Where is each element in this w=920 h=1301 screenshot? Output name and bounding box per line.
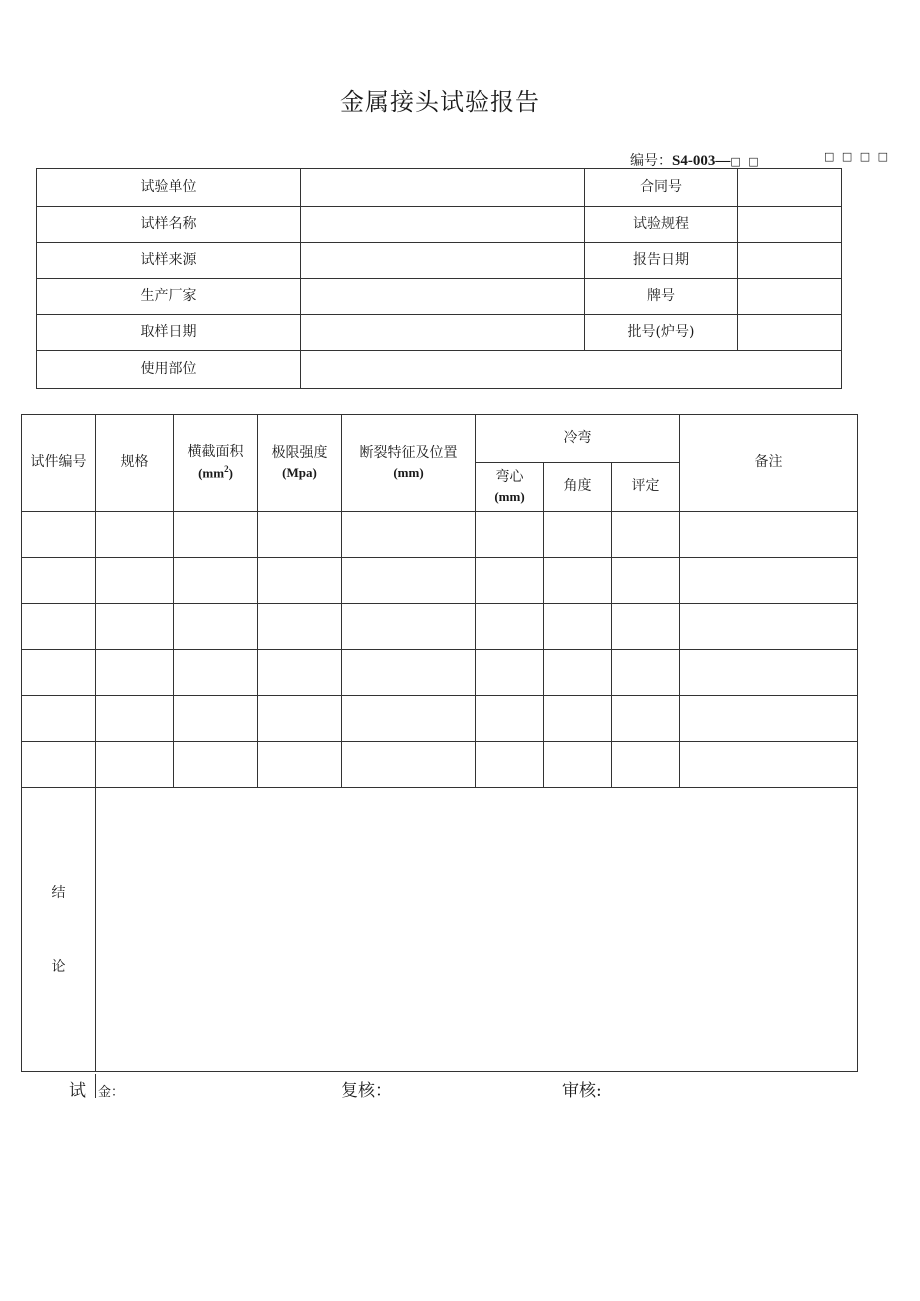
value-sample-name [301, 207, 585, 243]
signature-divider [95, 1074, 96, 1098]
test-data-table [21, 414, 858, 1072]
label-sampling-date: 取样日期 [37, 315, 301, 351]
label-manufacturer: 生产厂家 [37, 279, 301, 315]
header-strength [258, 415, 342, 512]
header-angle: 角度 [544, 463, 612, 512]
header-sample-no: 试件编号 [22, 415, 96, 512]
page-title: 金属接头试验报告 [340, 88, 540, 116]
label-contract-no: 合同号 [585, 169, 738, 207]
header-fracture-label: 断裂特征及位置 [359, 445, 458, 462]
header-remarks: 备注 [680, 415, 858, 512]
tester-label-2: 金： [98, 1085, 125, 1100]
header-fracture-unit: (mm) [393, 464, 424, 480]
doc-no-label: 编号： [630, 153, 672, 169]
header-rating: 评定 [612, 463, 680, 512]
table-row [22, 558, 858, 604]
auditor-label: 审核: [562, 1081, 602, 1101]
header-fracture [342, 415, 476, 512]
conclusion-char-1: 结 [51, 884, 66, 901]
info-table [36, 168, 842, 389]
label-brand: 牌号 [585, 279, 738, 315]
conclusion-content [96, 788, 858, 1072]
reviewer-label: 复核： [341, 1081, 392, 1101]
value-usage-location [301, 351, 842, 389]
document-number [630, 150, 891, 170]
conclusion-char-2: 论 [51, 958, 66, 975]
table-row [22, 512, 858, 558]
doc-no-boxes-2: □ □ □ □ [824, 150, 891, 163]
value-sampling-date [301, 315, 585, 351]
value-brand [738, 279, 842, 315]
value-test-unit [301, 169, 585, 207]
table-row [22, 742, 858, 788]
value-batch-no [738, 315, 842, 351]
doc-no-boxes-1: □ □ [730, 155, 761, 168]
value-sample-source [301, 243, 585, 279]
table-row [22, 604, 858, 650]
header-bend-center [476, 463, 544, 512]
header-area-label: 横截面积 [187, 444, 244, 461]
label-sample-source: 试样来源 [37, 243, 301, 279]
header-bend-center-label: 弯心 [495, 469, 524, 486]
label-report-date: 报告日期 [585, 243, 738, 279]
header-bend-center-unit: (mm) [494, 488, 525, 504]
tester-label-1: 试 [69, 1081, 86, 1101]
value-contract-no [738, 169, 842, 207]
header-cold-bend: 冷弯 [476, 415, 680, 463]
label-test-unit: 试验单位 [37, 169, 301, 207]
value-report-date [738, 243, 842, 279]
value-manufacturer [301, 279, 585, 315]
header-area-unit: $(mm^2)$ [198, 464, 233, 481]
label-batch-no: 批号(炉号) [585, 315, 738, 351]
label-sample-name: 试样名称 [37, 207, 301, 243]
header-strength-unit: (Mpa) [282, 464, 317, 480]
label-usage-location: 使用部位 [37, 351, 301, 389]
value-test-procedure [738, 207, 842, 243]
header-area [174, 415, 258, 512]
label-test-procedure: 试验规程 [585, 207, 738, 243]
header-spec: 规格 [96, 415, 174, 512]
header-strength-label: 极限强度 [271, 445, 328, 462]
doc-no-code: S4-003— [672, 153, 731, 169]
table-row [22, 650, 858, 696]
table-row [22, 696, 858, 742]
conclusion-label [22, 788, 96, 1072]
